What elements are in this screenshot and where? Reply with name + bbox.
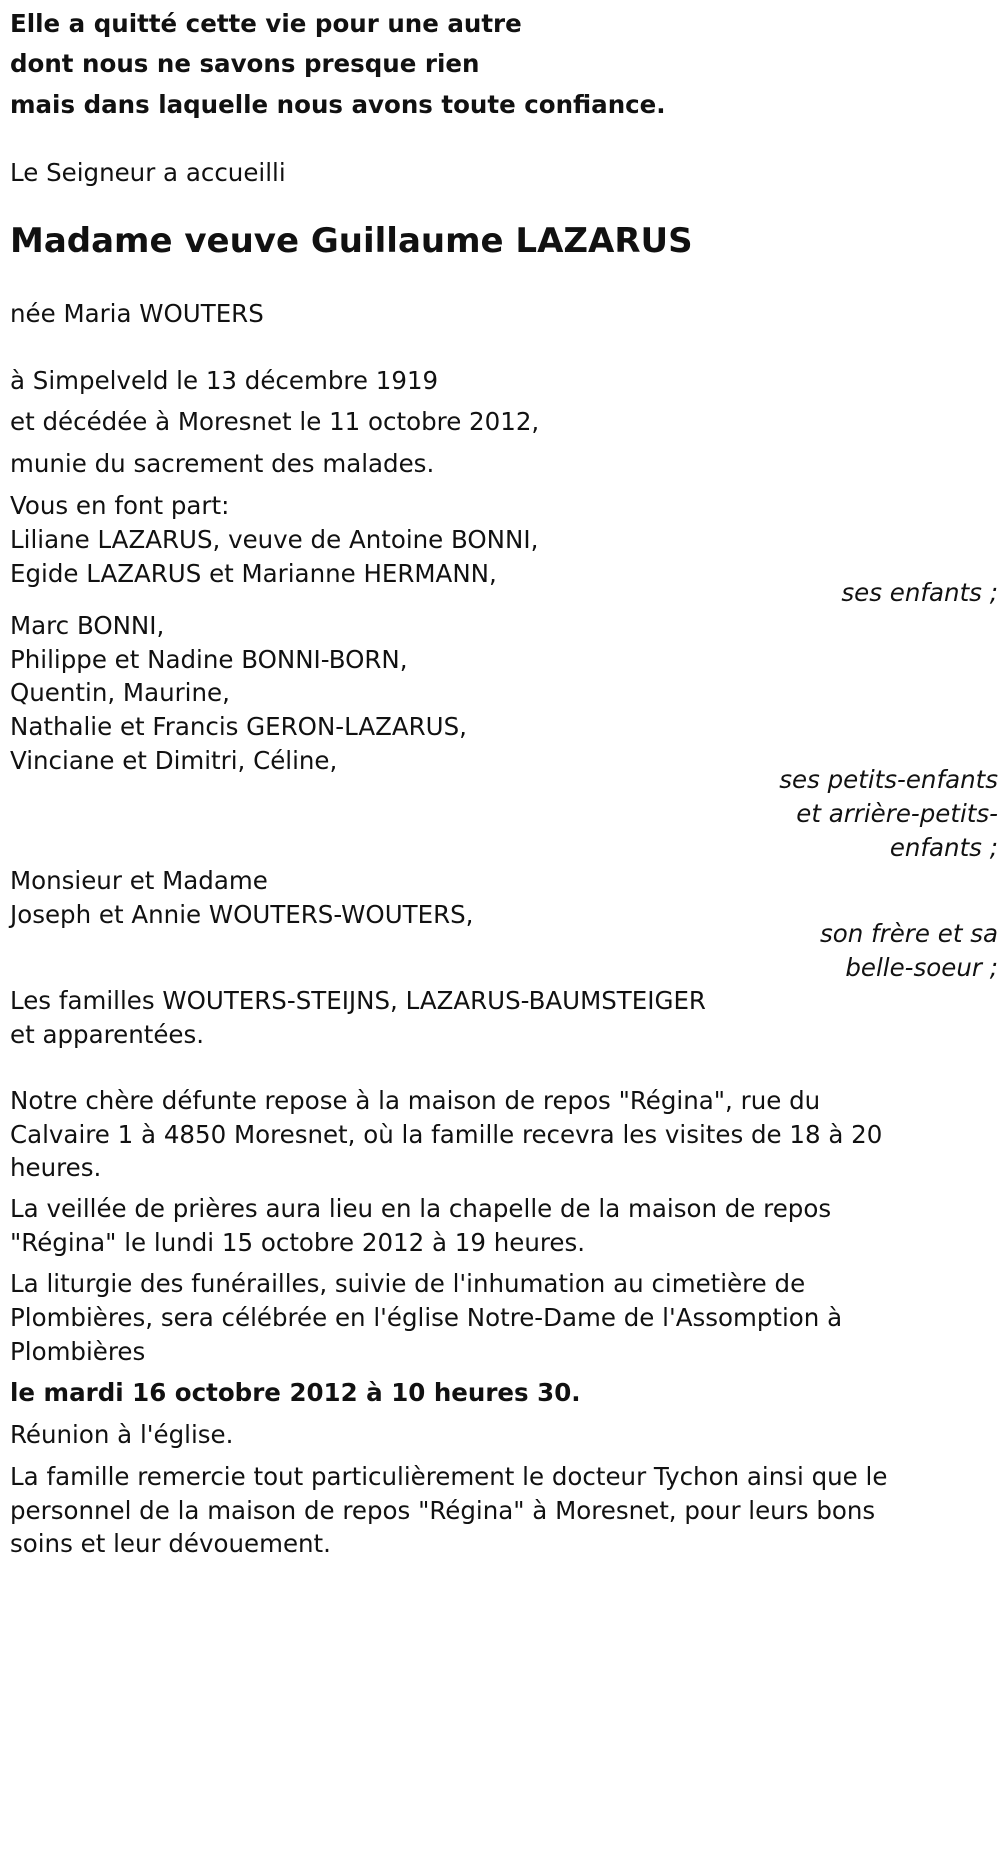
rest-line: Calvaire 1 à 4850 Moresnet, où la famille recevra les visites de 18 à 20 (10, 1120, 883, 1149)
intro-line-1: Elle a quitté cette vie pour une autre (10, 9, 522, 38)
liturgy-line: Plombières, sera célébrée en l'église Notre-Dame de l'Assomption à (10, 1303, 843, 1332)
grandchildren-role: et arrière-petits- (796, 799, 998, 828)
child-line: Egide LAZARUS et Marianne HERMANN, (10, 559, 497, 588)
intro-line-2: dont nous ne savons presque rien (10, 49, 480, 78)
grandchild-line: Quentin, Maurine, (10, 678, 230, 707)
thanks-line: La famille remercie tout particulièrement le docteur Tychon ainsi que le (10, 1462, 888, 1491)
funeral-date: le mardi 16 octobre 2012 à 10 heures 30. (10, 1378, 581, 1407)
grandchild-line: Philippe et Nadine BONNI-BORN, (10, 645, 408, 674)
birth-line: à Simpelveld le 13 décembre 1919 (10, 366, 439, 395)
families-line: Les familles WOUTERS-STEIJNS, LAZARUS-BAUMSTEIGER (10, 986, 706, 1015)
thanks-line: personnel de la maison de repos "Régina" à Moresnet, pour leurs bons (10, 1496, 876, 1525)
liturgy-line: Plombières (10, 1337, 146, 1366)
announcers-heading: Vous en font part: (10, 491, 230, 520)
liturgy-line: La liturgie des funérailles, suivie de l'inhumation au cimetière de (10, 1269, 806, 1298)
children-role: ses enfants ; (841, 578, 998, 607)
grandchildren-role: ses petits-enfants (779, 765, 998, 794)
sacrament-line: munie du sacrement des malades. (10, 449, 435, 478)
grandchildren-role: enfants ; (889, 833, 998, 862)
deceased-name: Madame veuve Guillaume LAZARUS (10, 221, 693, 261)
rest-line: heures. (10, 1153, 102, 1182)
grandchild-line: Vinciane et Dimitri, Céline, (10, 746, 338, 775)
grandchild-line: Nathalie et Francis GERON-LAZARUS, (10, 712, 467, 741)
birth-name: née Maria WOUTERS (10, 299, 264, 328)
death-line: et décédée à Moresnet le 11 octobre 2012, (10, 407, 540, 436)
families-line: et apparentées. (10, 1020, 205, 1049)
announce-line: Le Seigneur a accueilli (10, 158, 286, 187)
rest-line: Notre chère défunte repose à la maison de repos "Régina", rue du (10, 1086, 821, 1115)
intro-line-3: mais dans laquelle nous avons toute confiance. (10, 90, 666, 119)
meeting-line: Réunion à l'église. (10, 1420, 234, 1449)
child-line: Liliane LAZARUS, veuve de Antoine BONNI, (10, 525, 539, 554)
siblings-role: belle-soeur ; (845, 953, 998, 982)
grandchild-line: Marc BONNI, (10, 611, 165, 640)
thanks-line: soins et leur dévouement. (10, 1529, 331, 1558)
vigil-line: "Régina" le lundi 15 octobre 2012 à 19 heures. (10, 1228, 586, 1257)
sibling-line: Monsieur et Madame (10, 866, 268, 895)
sibling-line: Joseph et Annie WOUTERS-WOUTERS, (10, 900, 474, 929)
siblings-role: son frère et sa (819, 919, 998, 948)
vigil-line: La veillée de prières aura lieu en la chapelle de la maison de repos (10, 1194, 832, 1223)
